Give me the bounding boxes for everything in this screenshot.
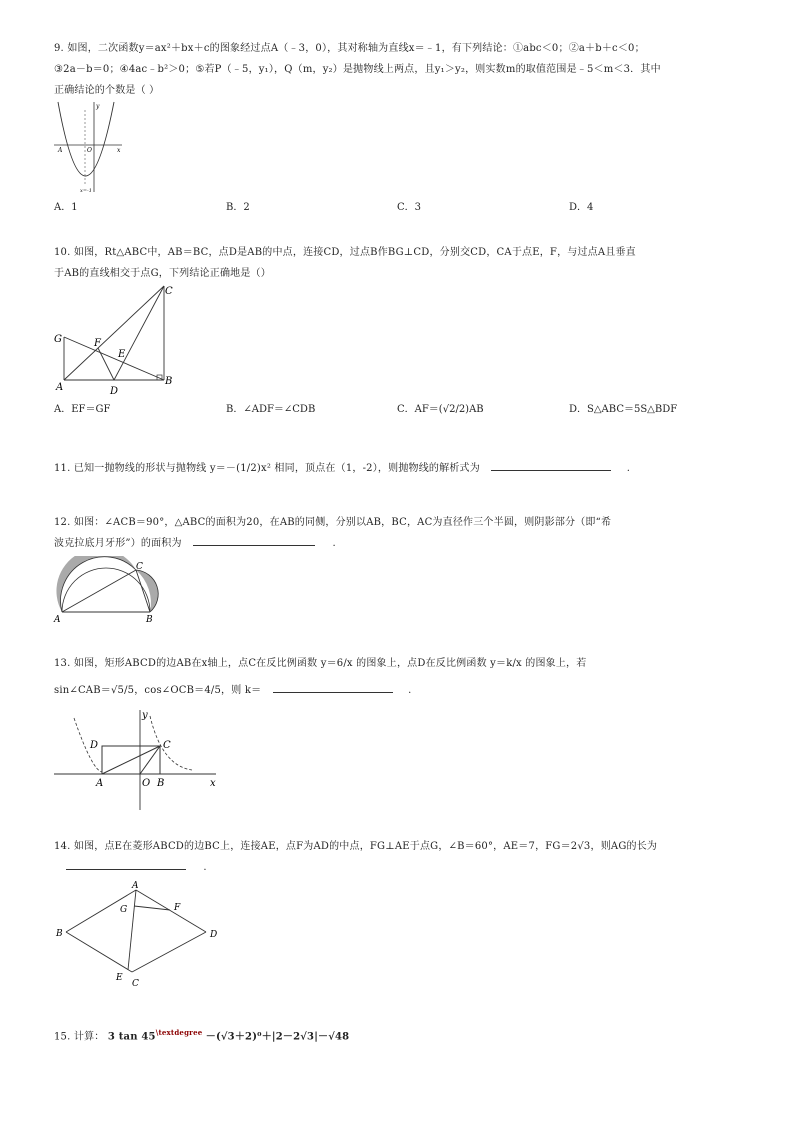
q12-fig-A: A — [54, 615, 61, 625]
q13-fig-O: O — [142, 778, 151, 789]
q14-fig-C: C — [132, 979, 139, 989]
q9-option-b: B．2 — [226, 202, 250, 213]
q14-fig-E: E — [116, 973, 123, 983]
q9-line1: 9. 如图，二次函数y＝ax²＋bx＋c的图象经过点A（﹣3，0），其对称轴为直线x＝﹣1，有下列结论：①abc＜0；②a＋b＋c＜0； — [54, 43, 645, 54]
q9-fig-y: y — [96, 103, 100, 110]
q10-fig-B: B — [165, 376, 173, 387]
q12-line2: 波克拉底月牙形”）的面积为 — [54, 538, 182, 549]
q10-option-a: A．EF＝GF — [54, 404, 111, 415]
q9-fig-O: O — [87, 147, 92, 154]
q9-line3: 正确结论的个数是（ ） — [54, 85, 160, 96]
q9-fig-A: A — [58, 147, 63, 154]
q10-option-c: C．AF＝(√2/2)AB — [397, 404, 484, 415]
q12-answer-blank[interactable] — [193, 533, 315, 546]
q13-fig-B: B — [157, 778, 165, 789]
q10-fig-C: C — [165, 286, 173, 297]
q10-fig-A: A — [56, 382, 64, 393]
q12-fig-C: C — [136, 562, 143, 572]
q12-lune-figure — [52, 556, 180, 626]
q15-expr-b: －(√3＋2)⁰＋|2－2√3|－√48 — [205, 1031, 350, 1043]
q13-fig-D: D — [90, 740, 99, 751]
q15-expr-deg: \textdegree — [155, 1028, 203, 1037]
q12-tail: . — [332, 538, 336, 549]
q14-answer-blank[interactable] — [66, 857, 186, 870]
q10-fig-F: F — [94, 338, 101, 349]
q13-line1: 13. 如图，矩形ABCD的边AB在x轴上，点C在反比例函数 y＝6/x 的图象上，点D在反比例函数 y＝k/x 的图象上，若 — [54, 658, 587, 669]
q13-coordinate-figure — [52, 706, 224, 812]
q9-option-c: C．3 — [397, 202, 422, 213]
q15-label: 15. 计算： — [54, 1031, 105, 1043]
question-12 — [54, 512, 744, 554]
q9-fig-axis-label: x=-1 — [80, 188, 92, 194]
q11-text: 11. 已知一抛物线的形状与抛物线 y＝－(1/2)x² 相同，顶点在（1，-2），则抛物线的解析式为 — [54, 463, 480, 474]
q10-line1: 10. 如图，Rt△ABC中，AB＝BC，点D是AB的中点，连接CD，过点B作BG⊥CD，分别交CD，CA于点E，F，与过点A且垂直 — [54, 247, 636, 258]
q10-triangle-figure — [52, 282, 182, 398]
q9-fig-x: x — [117, 147, 121, 154]
q13-line2: sin∠CAB＝√5/5，cos∠OCB＝4/5，则 k＝ — [54, 685, 262, 696]
question-9 — [54, 38, 744, 101]
q12-line1: 12. 如图：∠ACB＝90°，△ABC的面积为20，在AB的同侧，分别以AB，BC，AC为直径作三个半圆，则阴影部分（即“希 — [54, 517, 612, 528]
q14-fig-B: B — [56, 929, 63, 939]
q13-answer-blank[interactable] — [273, 680, 393, 693]
q15-expr-a: 3 tan 45 — [107, 1031, 156, 1043]
q14-line1: 14. 如图，点E在菱形ABCD的边BC上，连接AE，点F为AD的中点，FG⊥AE于点G，∠B＝60°，AE＝7，FG＝2√3，则AG的长为 — [54, 841, 658, 852]
q13-fig-x: x — [210, 778, 216, 789]
q10-line2: 于AB的直线相交于点G，下列结论正确地是（） — [54, 268, 271, 279]
q11-answer-blank[interactable] — [491, 458, 611, 471]
q9-option-d: D．4 — [569, 202, 594, 213]
q9-parabola-figure — [52, 100, 124, 194]
q11-tail: . — [626, 463, 631, 474]
q9-option-a: A．1 — [54, 202, 78, 213]
q13-fig-A: A — [96, 778, 104, 789]
q10-fig-D: D — [110, 386, 119, 397]
question-14 — [54, 836, 744, 878]
q14-fig-G: G — [120, 905, 128, 915]
q12-fig-B: B — [146, 615, 153, 625]
q10-option-b: B．∠ADF＝∠CDB — [226, 404, 316, 415]
question-10 — [54, 242, 744, 284]
question-13 — [54, 652, 744, 706]
q14-rhombus-figure — [52, 880, 228, 990]
q9-line2: ③2a－b＝0；④4ac﹣b²＞0；⑤若P（﹣5，y₁），Q（m，y₂）是抛物线上两点，且y₁＞y₂，则实数m的取值范围是﹣5＜m＜3．其中 — [54, 64, 661, 75]
q14-tail: . — [203, 862, 207, 873]
q13-fig-C: C — [163, 740, 171, 751]
question-11 — [54, 458, 744, 479]
q10-fig-G: G — [54, 334, 62, 345]
q14-fig-D: D — [210, 930, 218, 940]
q10-fig-E: E — [118, 349, 126, 360]
q13-tail: . — [408, 685, 412, 696]
q14-fig-F: F — [174, 903, 181, 913]
question-15 — [54, 1022, 744, 1047]
q14-fig-A: A — [132, 881, 139, 891]
q10-option-d: D．S△ABC＝5S△BDF — [569, 404, 678, 415]
q13-fig-y: y — [142, 710, 148, 721]
